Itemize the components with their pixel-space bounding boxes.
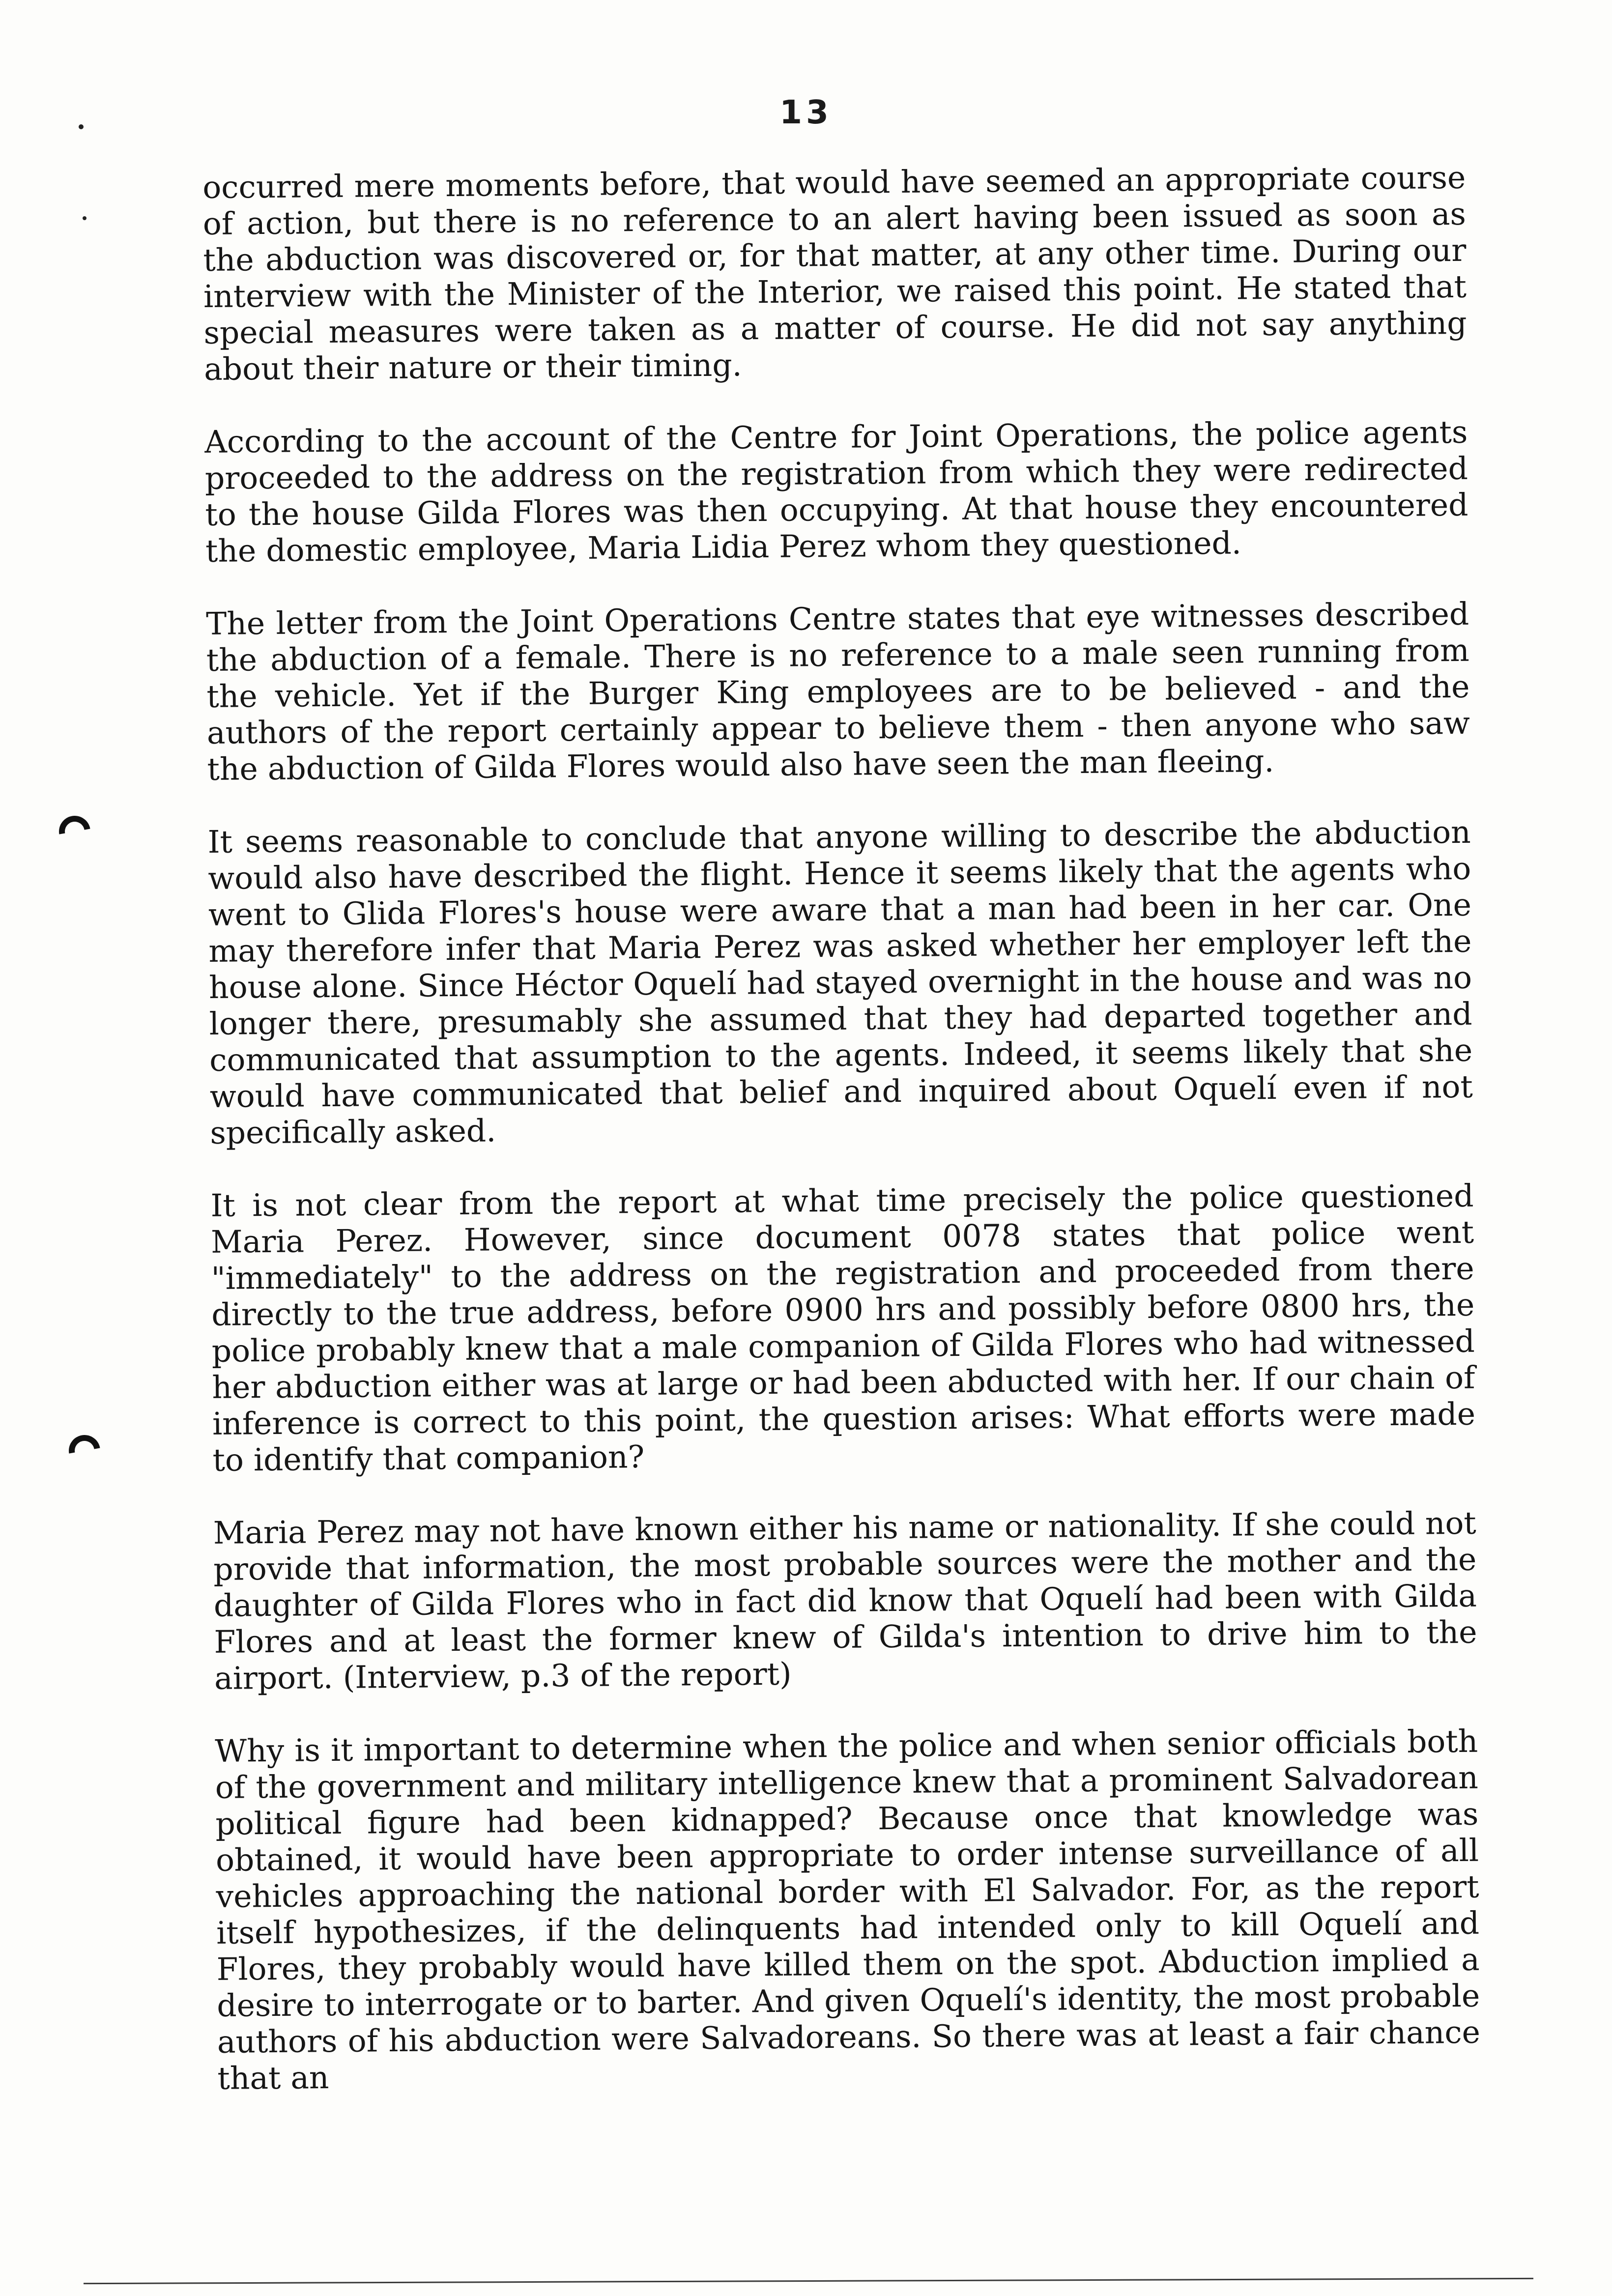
- paragraph: Why is it important to determine when the police and when senior officials both of the government and military intelligence knew that a prominent Salvadorean political figure had been kidnapped? Because once that knowledge was obtained, it would have been appropriate to order intense surveillance of all vehicles approaching the national border with El Salvador. For, as the report itself hypothesizes, if the delinquents had intended only to kill Oquelí and Flores, they probably would have killed them on the spot. Abduction implied a desire to interrogate or to barter. And given Oquelí's identity, the most probable authors of his abduction were Salvadoreans. So there was at least a fair chance that an: [214, 1723, 1481, 2096]
- paragraph: According to the account of the Centre for Joint Operations, the police agents proceeded to the address on the registration from which they were redirected to the house Gilda Flores was then occupying. At that house they encountered the domestic employee, Maria Lidia Perez whom they questioned.: [204, 414, 1468, 569]
- paragraph: The letter from the Joint Operations Centre states that eye witnesses described the abduction of a female. There is no reference to a male seen running from the vehicle. Yet if the Burger King employees are to be believed - and the authors of the report certainly appear to believe them - then anyone who saw the abduction of Gilda Flores would also have seen the man fleeing.: [205, 596, 1470, 787]
- scan-speck: [83, 216, 86, 220]
- paragraph: It is not clear from the report at what time precisely the police questioned Maria Perez. However, since document 0078 states that police went "immediately" to the address on the registration and proceeded from there directly to the true address, before 0900 hrs and possibly before 0800 hrs, the police probably knew that a male companion of Gilda Flores who had witnessed her abduction either was at large or had been abducted with her. If our chain of inference is correct to this point, the question arises: What efforts were made to identify that companion?: [210, 1177, 1476, 1478]
- punch-hole-mark: [53, 809, 96, 853]
- paragraph: It seems reasonable to conclude that anyone willing to describe the abduction would also have described the flight. Hence it seems likely that the agents who went to Glida Flores's house were aware that a man had been in her car. One may therefore infer that Maria Perez was asked whether her employer left the house alone. Since Héctor Oquelí had stayed overnight in the house and was no longer there, presumably she assumed that they had departed together and communicated that assumption to the agents. Indeed, it seems likely that she would have communicated that belief and inquired about Oquelí even if not specifically asked.: [207, 814, 1473, 1151]
- paragraph: occurred mere moments before, that would have seemed an appropriate course of action, but there is no reference to an alert having been issued as soon as the abduction was discovered or, for that matter, at any other time. During our interview with the Minister of the Interior, we raised this point. He stated that special measures were taken as a matter of course. He did not say anything about their nature or their timing.: [202, 159, 1467, 387]
- body-text: [202, 160, 1481, 2097]
- page-number: 13: [779, 93, 833, 131]
- page-bottom-edge-line: [84, 2278, 1533, 2284]
- paragraph: Maria Perez may not have known either his name or nationality. If she could not provide that information, the most probable sources were the mother and the daughter of Gilda Flores who in fact did know that Oquelí had been with Gilda Flores and at least the former knew of Gilda's intention to drive him to the airport. (Interview, p.3 of the report): [213, 1505, 1477, 1696]
- punch-hole-mark: [62, 1429, 106, 1472]
